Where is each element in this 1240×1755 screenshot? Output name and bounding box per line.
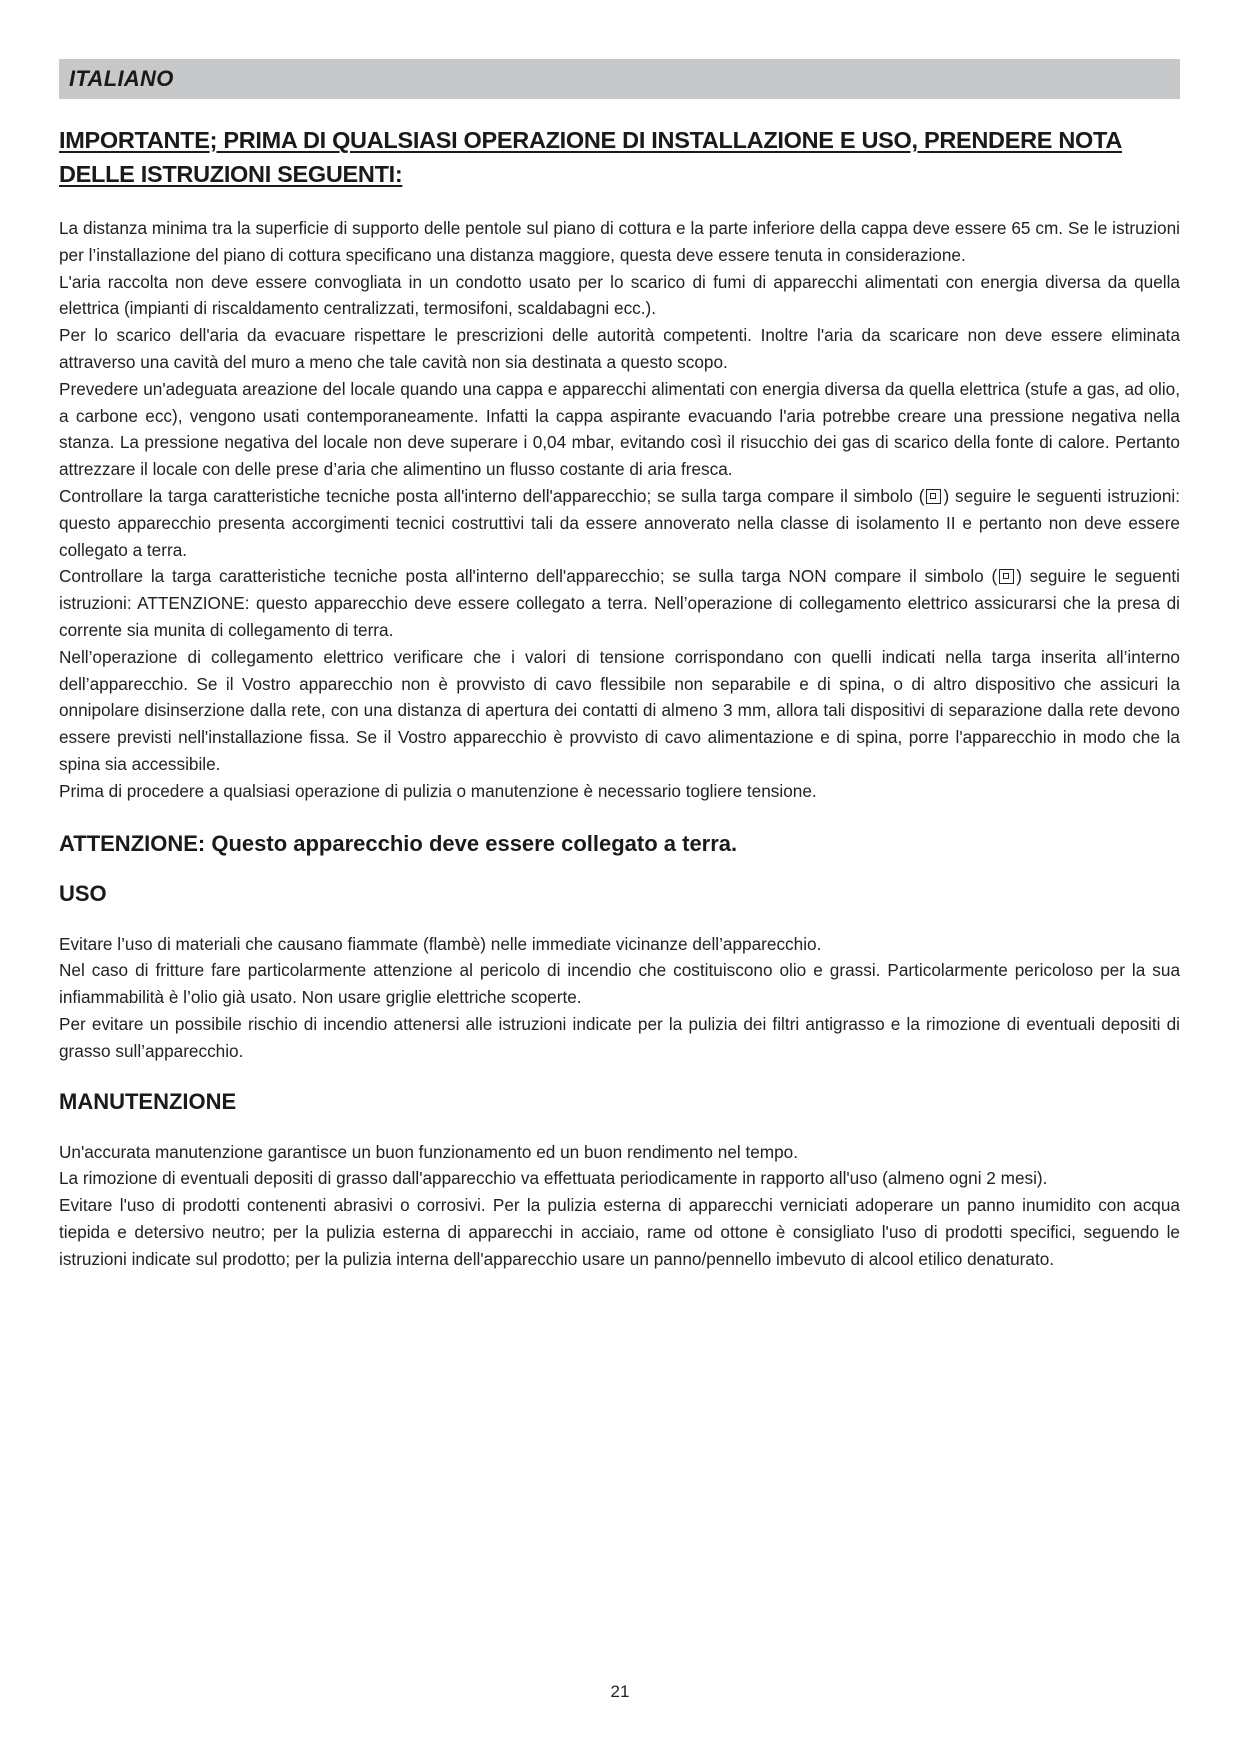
uso-section bbox=[59, 931, 1180, 1065]
paragraph-distance: La distanza minima tra la superficie di supporto delle pentole sul piano di cottura e la parte inferiore della cappa deve essere 65 cm. Se le istruzioni per l’installazione del piano di cottura specificano una distanza maggiore, questa deve essere tenuta in considerazione. bbox=[59, 218, 1180, 265]
manutenzione-paragraph: Un'accurata manutenzione garantisce un buon funzionamento ed un buon rendimento nel tempo. bbox=[59, 1141, 799, 1162]
manutenzione-section bbox=[59, 1139, 1180, 1273]
section-title-manutenzione: MANUTENZIONE bbox=[59, 1088, 237, 1114]
paragraph-disconnect: Prima di procedere a qualsiasi operazione di pulizia o manutenzione è necessario togliere tensione. bbox=[59, 780, 817, 801]
section-title-uso: USO bbox=[59, 880, 107, 906]
manutenzione-paragraph: La rimozione di eventuali depositi di grasso dall'apparecchio va effettuata periodicamente in rapporto all'uso (almeno ogni 2 mesi). bbox=[59, 1168, 1048, 1189]
paragraph-class-ii-text-b: ) seguire le seguenti istruzioni: questo apparecchio presenta accorgimenti tecnici costruttivi tali da essere annoverato nella classe di isolamento II e pertanto non deve essere collegato a terra. bbox=[59, 485, 1180, 560]
double-insulation-icon bbox=[999, 569, 1014, 584]
uso-paragraph: Evitare l’uso di materiali che causano fiammate (flambè) nelle immediate vicinanze dell’apparecchio. bbox=[59, 933, 822, 954]
uso-paragraph: Nel caso di fritture fare particolarmente attenzione al pericolo di incendio che costituiscono olio e grassi. Particolarmente pericoloso per la sua infiammabilità è l’olio già usato. Non usare griglie elettriche scoperte. bbox=[59, 960, 1180, 1008]
manutenzione-paragraph: Evitare l'uso di prodotti contenenti abrasivi o corrosivi. Per la pulizia esterna di apparecchi verniciati adoperare un panno inumidito con acqua tiepida e detersivo neutro; per la pulizia esterna di apparecchi in acciaio, rame od ottone è consigliato l'uso di prodotti specifici, seguendo le istruzioni indicate sul prodotto; per la pulizia interna dell'apparecchio usare un panno/pennello imbevuto di alcool etilico denaturato. bbox=[59, 1195, 1180, 1269]
page-number: 21 bbox=[610, 1682, 630, 1701]
grounding-warning: ATTENZIONE: Questo apparecchio deve essere collegato a terra. bbox=[59, 830, 738, 856]
paragraph-electrical: Nell’operazione di collegamento elettrico verificare che i valori di tensione corrispondano con quelli indicati nella targa inserita all’interno dell’apparecchio. Se il Vostro apparecchio non è provvisto di cavo flessibile non separabile e di spina, o di altro dispositivo che assicuri la onnipolare disinserzione dalla rete, con una distanza di apertura dei contatti di almeno 3 mm, allora tali dispositivi di separazione dalla rete devono essere previsti nell'installazione fissa. Se il Vostro apparecchio è provvisto di cavo alimentazione e di spina, porre l'apparecchio in modo che la spina sia accessibile. bbox=[59, 646, 1180, 774]
paragraph-grounding bbox=[59, 563, 1180, 643]
intro-section bbox=[59, 215, 1180, 805]
paragraph-air-discharge: Per lo scarico dell'aria da evacuare rispettare le prescrizioni delle autorità competenti. Inoltre l'aria da scaricare non deve essere eliminata attraverso una cavità del muro a meno che tale cavità non sia destinata a questo scopo. bbox=[59, 325, 1180, 372]
document-page bbox=[59, 59, 1180, 1273]
paragraph-ventilation: Prevedere un'adeguata areazione del locale quando una cappa e apparecchi alimentati con energia diversa da quella elettrica (stufe a gas, ad olio, a carbone ecc), vengono usati contemporaneamente. Infatti la cappa aspirante evacuando l'aria potrebbe creare una pressione negativa nella stanza. La pressione negativa del locale non deve superare i 0,04 mbar, evitando così il risucchio dei gas di scarico della fonte di calore. Pertanto attrezzare il locale con delle prese d’aria che alimentino un flusso costante di aria fresca. bbox=[59, 378, 1180, 480]
language-header: ITALIANO bbox=[59, 59, 1180, 99]
paragraph-grounding-text-b: ) seguire le seguenti istruzioni: ATTENZIONE: questo apparecchio deve essere collegato a terra. Nell’operazione di collegamento elettrico assicurarsi che la presa di corrente sia munita di collegamento di terra. bbox=[59, 566, 1181, 640]
paragraph-grounding-text-a: Controllare la targa caratteristiche tecniche posta all'interno dell'apparecchio; se sulla targa NON compare il simbolo ( bbox=[59, 566, 998, 587]
paragraph-class-ii-text-a: Controllare la targa caratteristiche tecniche posta all'interno dell'apparecchio; se sulla targa compare il simbolo ( bbox=[59, 485, 925, 506]
paragraph-class-ii bbox=[59, 483, 1180, 563]
main-title: IMPORTANTE; PRIMA DI QUALSIASI OPERAZIONE DI INSTALLAZIONE E USO, PRENDERE NOTA DELLE ISTRUZIONI SEGUENTI: bbox=[59, 127, 1122, 187]
paragraph-air-duct: L'aria raccolta non deve essere convogliata in un condotto usato per lo scarico di fumi di apparecchi alimentati con energia diversa da quella elettrica (impianti di riscaldamento centralizzati, termosifoni, scaldabagni ecc.). bbox=[59, 271, 1180, 319]
double-insulation-icon bbox=[926, 489, 941, 504]
uso-paragraph: Per evitare un possibile rischio di incendio attenersi alle istruzioni indicate per la pulizia dei filtri antigrasso e la rimozione di eventuali depositi di grasso sull’apparecchio. bbox=[59, 1013, 1180, 1061]
